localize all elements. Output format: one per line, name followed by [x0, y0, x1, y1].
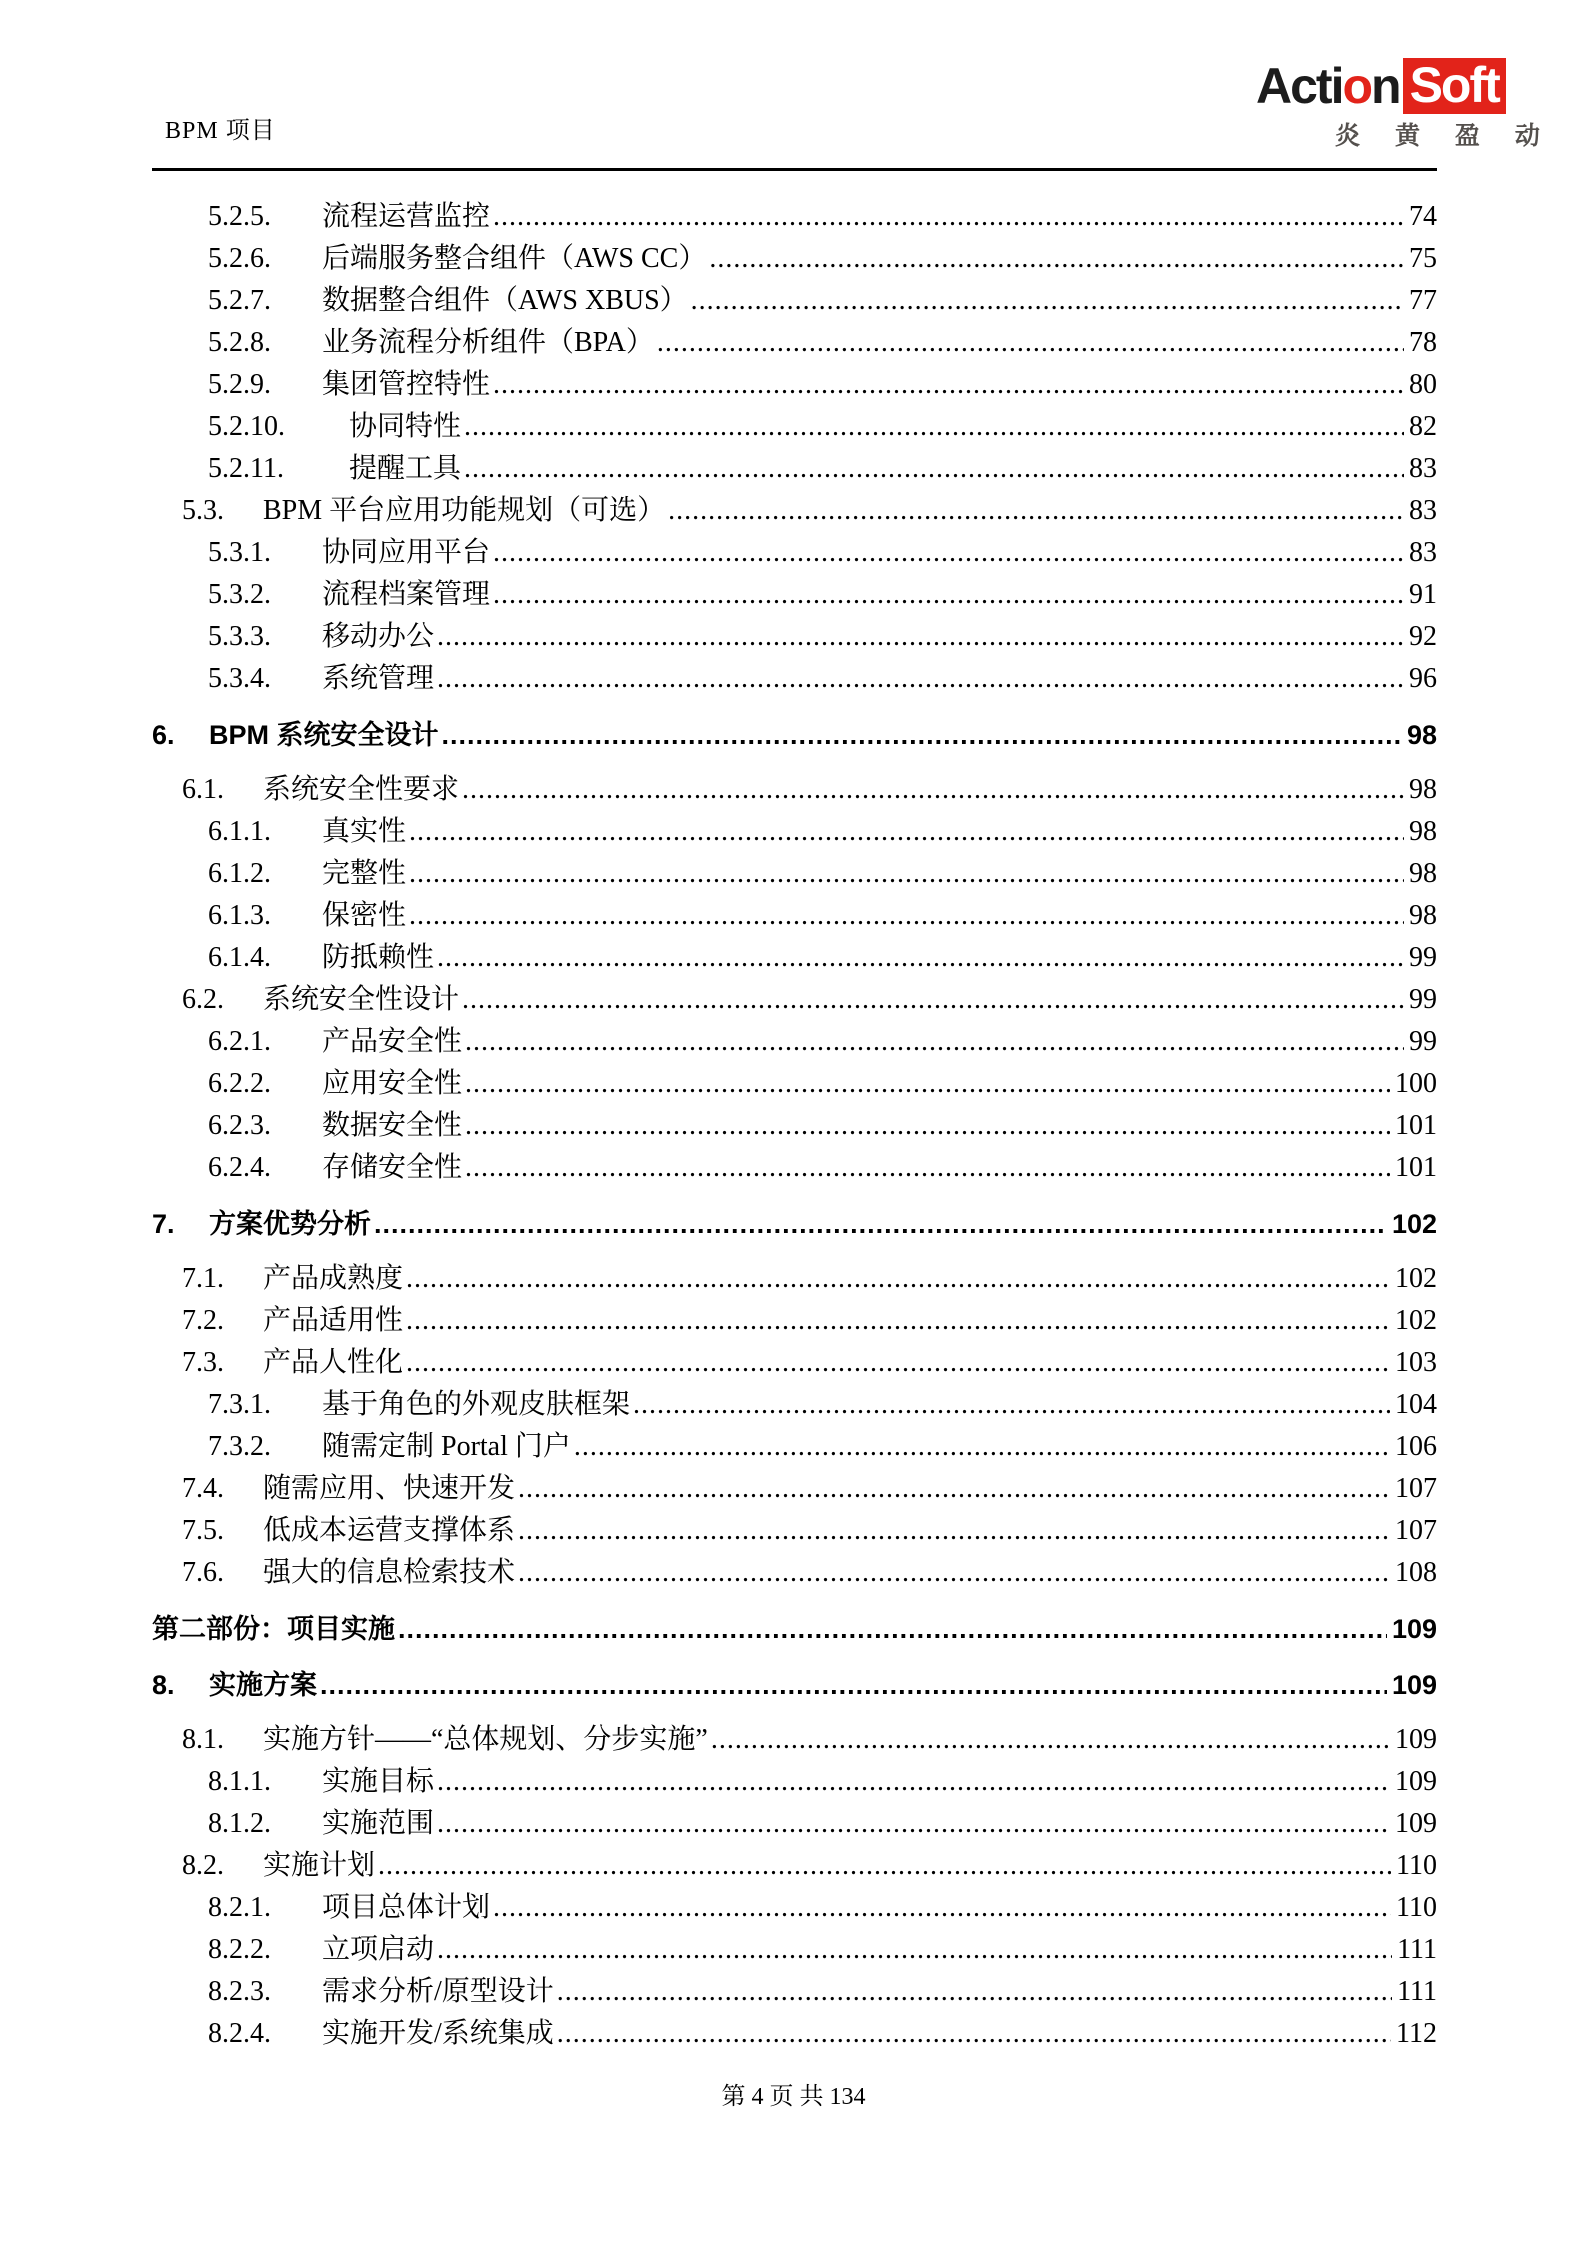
toc-entry-page: 98 — [1406, 720, 1437, 750]
toc-entry-number: 5.2.6. — [208, 243, 271, 274]
dot-leader — [465, 1105, 1390, 1147]
toc-entry-page: 112 — [1396, 2018, 1437, 2049]
toc-entry-label: 系统安全性设计 — [263, 984, 460, 1015]
dot-leader — [465, 1147, 1390, 1189]
toc-entry-label: 保密性 — [322, 900, 407, 931]
toc-entry[interactable] — [152, 1803, 1437, 1845]
toc-entry-label: 产品安全性 — [322, 1026, 463, 1057]
toc-entry-number: 7.5. — [182, 1515, 224, 1546]
toc-entry-page: 107 — [1395, 1473, 1437, 1504]
toc-entry-number: 7. — [152, 1209, 175, 1239]
toc-entry-label: 系统管理 — [322, 663, 435, 694]
toc-entry-number: 5.2.9. — [208, 369, 271, 400]
toc-entry-number: 7.3.1. — [208, 1389, 271, 1420]
toc-entry[interactable] — [152, 238, 1437, 280]
dot-leader — [398, 1608, 1387, 1650]
toc-entry[interactable] — [152, 1468, 1437, 1510]
toc-entry[interactable] — [152, 1258, 1437, 1300]
toc-entry[interactable] — [152, 448, 1437, 490]
dot-leader — [462, 769, 1404, 811]
toc-entry-page: 99 — [1409, 1026, 1437, 1057]
toc-entry-page: 99 — [1409, 984, 1437, 1015]
dot-leader — [409, 853, 1404, 895]
toc-entry-label: 实施方针——“总体规划、分步实施” — [263, 1724, 708, 1755]
toc-entry-number: 7.2. — [182, 1305, 224, 1336]
dot-leader — [557, 1971, 1392, 2013]
toc-entry-page: 99 — [1409, 942, 1437, 973]
toc-entry-number: 8.2.4. — [208, 2018, 271, 2049]
dot-leader — [442, 714, 1402, 756]
actionsoft-logo-wordmark — [1256, 58, 1547, 114]
toc-entry-number: 8.1. — [182, 1724, 224, 1755]
toc-entry-number: 6. — [152, 720, 175, 750]
logo-soft-badge: Soft — [1403, 58, 1506, 114]
toc-entry-page: 77 — [1409, 285, 1437, 316]
toc-entry[interactable] — [152, 1608, 1437, 1650]
toc-entry-number: 7.6. — [182, 1557, 224, 1588]
page-header-title: BPM 项目 — [165, 118, 276, 144]
toc-entry-page: 101 — [1395, 1152, 1437, 1183]
toc-entry[interactable] — [152, 895, 1437, 937]
page-footer: 第 4 页 共 134 — [721, 2084, 866, 2110]
dot-leader — [465, 1063, 1390, 1105]
toc-entry-page: 98 — [1409, 816, 1437, 847]
toc-entry[interactable] — [152, 406, 1437, 448]
toc-entry[interactable] — [152, 280, 1437, 322]
toc-entry-label: 方案优势分析 — [209, 1209, 371, 1239]
toc-entry-label: 真实性 — [322, 816, 407, 847]
toc-entry[interactable] — [152, 616, 1437, 658]
toc-entry-label: 业务流程分析组件（BPA） — [322, 327, 654, 358]
toc-entry[interactable] — [152, 574, 1437, 616]
toc-entry[interactable] — [152, 196, 1437, 238]
toc-entry[interactable] — [152, 532, 1437, 574]
toc-entry-page: 98 — [1409, 774, 1437, 805]
dot-leader — [493, 574, 1404, 616]
dot-leader — [320, 1664, 1387, 1706]
toc-entry-page: 101 — [1395, 1110, 1437, 1141]
dot-leader — [711, 1719, 1390, 1761]
toc-entry-page: 80 — [1409, 369, 1437, 400]
toc-entry-number: 5.3. — [182, 495, 224, 526]
toc-entry[interactable] — [152, 1887, 1437, 1929]
dot-leader — [464, 406, 1404, 448]
toc-entry[interactable] — [152, 1147, 1437, 1189]
toc-entry-page: 111 — [1397, 1976, 1437, 2007]
dot-leader — [668, 490, 1404, 532]
toc-entry-number: 5.3.2. — [208, 579, 271, 610]
toc-entry[interactable] — [152, 490, 1437, 532]
dot-leader — [437, 937, 1404, 979]
toc-entry-label: 完整性 — [322, 858, 407, 889]
toc-entry-number: 6.1.2. — [208, 858, 271, 889]
toc-entry[interactable] — [152, 1719, 1437, 1761]
dot-leader — [691, 280, 1404, 322]
toc-entry-number: 6.1. — [182, 774, 224, 805]
toc-entry-number: 5.2.11. — [208, 453, 284, 484]
toc-entry-page: 109 — [1395, 1766, 1437, 1797]
toc-entry-label: 实施方案 — [209, 1670, 317, 1700]
toc-entry-label: 移动办公 — [322, 621, 435, 652]
toc-entry[interactable] — [152, 1664, 1437, 1706]
dot-leader — [462, 979, 1404, 1021]
toc-entry-page: 111 — [1397, 1934, 1437, 1965]
actionsoft-logo — [1256, 58, 1547, 152]
dot-leader — [409, 811, 1404, 853]
toc-entry[interactable] — [152, 1845, 1437, 1887]
dot-leader — [406, 1342, 1390, 1384]
toc-entry-number: 8.2.3. — [208, 1976, 271, 2007]
toc-entry[interactable] — [152, 979, 1437, 1021]
dot-leader — [557, 2013, 1391, 2055]
toc-entry-label: 产品人性化 — [263, 1347, 404, 1378]
toc-entry-number: 8.2.1. — [208, 1892, 271, 1923]
toc-entry-number: 7.4. — [182, 1473, 224, 1504]
dot-leader — [493, 1887, 1391, 1929]
toc-entry-number: 8.1.2. — [208, 1808, 271, 1839]
toc-entry[interactable] — [152, 1203, 1437, 1245]
toc-entry-page: 104 — [1395, 1389, 1437, 1420]
dot-leader — [493, 196, 1404, 238]
toc-entry-page: 78 — [1409, 327, 1437, 358]
toc-entry-number: 7.3. — [182, 1347, 224, 1378]
dot-leader — [409, 895, 1404, 937]
dot-leader — [437, 1803, 1390, 1845]
dot-leader — [437, 1761, 1390, 1803]
toc-entry[interactable] — [152, 1426, 1437, 1468]
toc-entry-number: 5.3.3. — [208, 621, 271, 652]
toc-entry-number: 6.2.2. — [208, 1068, 271, 1099]
dot-leader — [518, 1510, 1390, 1552]
toc-entry-label: 存储安全性 — [322, 1152, 463, 1183]
toc-entry[interactable] — [152, 1761, 1437, 1803]
toc-entry[interactable] — [152, 322, 1437, 364]
toc-entry[interactable] — [152, 2013, 1437, 2055]
toc-entry-page: 102 — [1395, 1305, 1437, 1336]
toc-entry-label: BPM 系统安全设计 — [209, 720, 439, 750]
header-divider-line — [152, 168, 1437, 171]
toc-entry-page: 98 — [1409, 900, 1437, 931]
toc-entry[interactable] — [152, 1300, 1437, 1342]
toc-entry-page: 75 — [1409, 243, 1437, 274]
toc-entry-number: 5.2.5. — [208, 201, 271, 232]
toc-entry-label: 流程运营监控 — [322, 201, 491, 232]
dot-leader — [465, 1021, 1404, 1063]
logo-red-o: o — [1342, 58, 1372, 114]
toc-entry-label: 产品成熟度 — [263, 1263, 404, 1294]
dot-leader — [374, 1203, 1387, 1245]
toc-entry-number: 8.2. — [182, 1850, 224, 1881]
toc-entry-label: 协同应用平台 — [322, 537, 491, 568]
dot-leader — [406, 1258, 1390, 1300]
toc-entry-label: BPM 平台应用功能规划（可选） — [263, 495, 666, 526]
dot-leader — [633, 1384, 1390, 1426]
toc-entry-label: 实施目标 — [322, 1766, 435, 1797]
toc-entry-page: 107 — [1395, 1515, 1437, 1546]
toc-entry-label: 后端服务整合组件（AWS CC） — [322, 243, 707, 274]
toc-entry-page: 91 — [1409, 579, 1437, 610]
dot-leader — [437, 1929, 1392, 1971]
dot-leader — [709, 238, 1404, 280]
toc-entry-number: 5.2.7. — [208, 285, 271, 316]
toc-entry[interactable] — [152, 1384, 1437, 1426]
toc-entry[interactable] — [152, 1342, 1437, 1384]
toc-entry-page: 106 — [1395, 1431, 1437, 1462]
dot-leader — [493, 532, 1404, 574]
toc-entry-number: 7.3.2. — [208, 1431, 271, 1462]
toc-entry-page: 98 — [1409, 858, 1437, 889]
dot-leader — [406, 1300, 1390, 1342]
toc-entry-page: 103 — [1395, 1347, 1437, 1378]
toc-entry-page: 92 — [1409, 621, 1437, 652]
dot-leader — [378, 1845, 1391, 1887]
toc-entry-label: 第二部份：项目实施 — [152, 1614, 395, 1644]
toc-entry-number: 6.2. — [182, 984, 224, 1015]
toc-entry-page: 102 — [1391, 1209, 1437, 1239]
toc-entry[interactable] — [152, 853, 1437, 895]
toc-entry-label: 数据安全性 — [322, 1110, 463, 1141]
toc-entry-page: 83 — [1409, 453, 1437, 484]
toc-entry-page: 82 — [1409, 411, 1437, 442]
toc-entry-number: 8. — [152, 1670, 175, 1700]
toc-entry-page: 83 — [1409, 537, 1437, 568]
toc-entry-page: 109 — [1391, 1670, 1437, 1700]
toc-entry-page: 96 — [1409, 663, 1437, 694]
toc-entry-page: 108 — [1395, 1557, 1437, 1588]
toc-entry-label: 随需应用、快速开发 — [263, 1473, 516, 1504]
toc-entry[interactable] — [152, 769, 1437, 811]
toc-entry-page: 110 — [1396, 1892, 1437, 1923]
toc-entry-number: 5.2.8. — [208, 327, 271, 358]
toc-entry-number: 5.3.1. — [208, 537, 271, 568]
toc-entry-label: 应用安全性 — [322, 1068, 463, 1099]
toc-entry[interactable] — [152, 714, 1437, 756]
toc-entry-number: 7.1. — [182, 1263, 224, 1294]
toc-entry-number: 6.1.4. — [208, 942, 271, 973]
logo-action-text: Action — [1256, 58, 1400, 114]
toc-entry-label: 集团管控特性 — [322, 369, 491, 400]
toc-entry-number: 8.1.1. — [208, 1766, 271, 1797]
toc-entry-label: 协同特性 — [349, 411, 462, 442]
toc-entry-label: 防抵赖性 — [322, 942, 435, 973]
toc-entry-number: 6.2.3. — [208, 1110, 271, 1141]
toc-entry-label: 立项启动 — [322, 1934, 435, 1965]
toc-entry-label: 提醒工具 — [349, 453, 462, 484]
toc-entry[interactable] — [152, 364, 1437, 406]
toc-entry-number: 6.1.3. — [208, 900, 271, 931]
toc-entry-label: 实施范围 — [322, 1808, 435, 1839]
toc-entry-label: 实施开发/系统集成 — [322, 2018, 554, 2049]
toc-entry-number: 6.1.1. — [208, 816, 271, 847]
toc-entry[interactable] — [152, 1105, 1437, 1147]
toc-entry-label: 项目总体计划 — [322, 1892, 491, 1923]
toc-entry[interactable] — [152, 1552, 1437, 1594]
toc-entry-page: 83 — [1409, 495, 1437, 526]
toc-entry-number: 5.2.10. — [208, 411, 285, 442]
dot-leader — [657, 322, 1404, 364]
toc-entry-number: 6.2.1. — [208, 1026, 271, 1057]
toc-entry-label: 强大的信息检索技术 — [263, 1557, 516, 1588]
toc-entry-label: 产品适用性 — [263, 1305, 404, 1336]
toc-entry[interactable] — [152, 937, 1437, 979]
dot-leader — [518, 1468, 1390, 1510]
toc-entry[interactable] — [152, 1971, 1437, 2013]
toc-entry[interactable] — [152, 658, 1437, 700]
dot-leader — [437, 616, 1404, 658]
toc-entry-label: 随需定制 Portal 门户 — [322, 1431, 571, 1462]
dot-leader — [464, 448, 1404, 490]
toc-entry-number: 5.3.4. — [208, 663, 271, 694]
toc-entry-number: 6.2.4. — [208, 1152, 271, 1183]
toc-entry-label: 基于角色的外观皮肤框架 — [322, 1389, 631, 1420]
toc-entry[interactable] — [152, 1929, 1437, 1971]
toc-entry[interactable] — [152, 1021, 1437, 1063]
toc-entry-label: 数据整合组件（AWS XBUS） — [322, 285, 688, 316]
toc — [152, 196, 1437, 2055]
toc-entry-page: 102 — [1395, 1263, 1437, 1294]
dot-leader — [574, 1426, 1390, 1468]
toc-entry-page: 100 — [1395, 1068, 1437, 1099]
toc-entry-label: 流程档案管理 — [322, 579, 491, 610]
toc-entry-number: 8.2.2. — [208, 1934, 271, 1965]
toc-entry-label: 系统安全性要求 — [263, 774, 460, 805]
toc-entry-page: 109 — [1395, 1724, 1437, 1755]
toc-entry-page: 110 — [1396, 1850, 1437, 1881]
toc-entry-page: 109 — [1391, 1614, 1437, 1644]
dot-leader — [437, 658, 1404, 700]
dot-leader — [493, 364, 1404, 406]
toc-entry[interactable] — [152, 1510, 1437, 1552]
dot-leader — [518, 1552, 1390, 1594]
toc-entry-page: 109 — [1395, 1808, 1437, 1839]
toc-entry-page: 74 — [1409, 201, 1437, 232]
toc-entry[interactable] — [152, 1063, 1437, 1105]
toc-entry-label: 实施计划 — [263, 1850, 376, 1881]
logo-chinese-subtext: 炎 黄 盈 动 — [1335, 122, 1540, 150]
toc-entry[interactable] — [152, 811, 1437, 853]
toc-entry-label: 需求分析/原型设计 — [322, 1976, 554, 2007]
toc-entry-label: 低成本运营支撑体系 — [263, 1515, 516, 1546]
